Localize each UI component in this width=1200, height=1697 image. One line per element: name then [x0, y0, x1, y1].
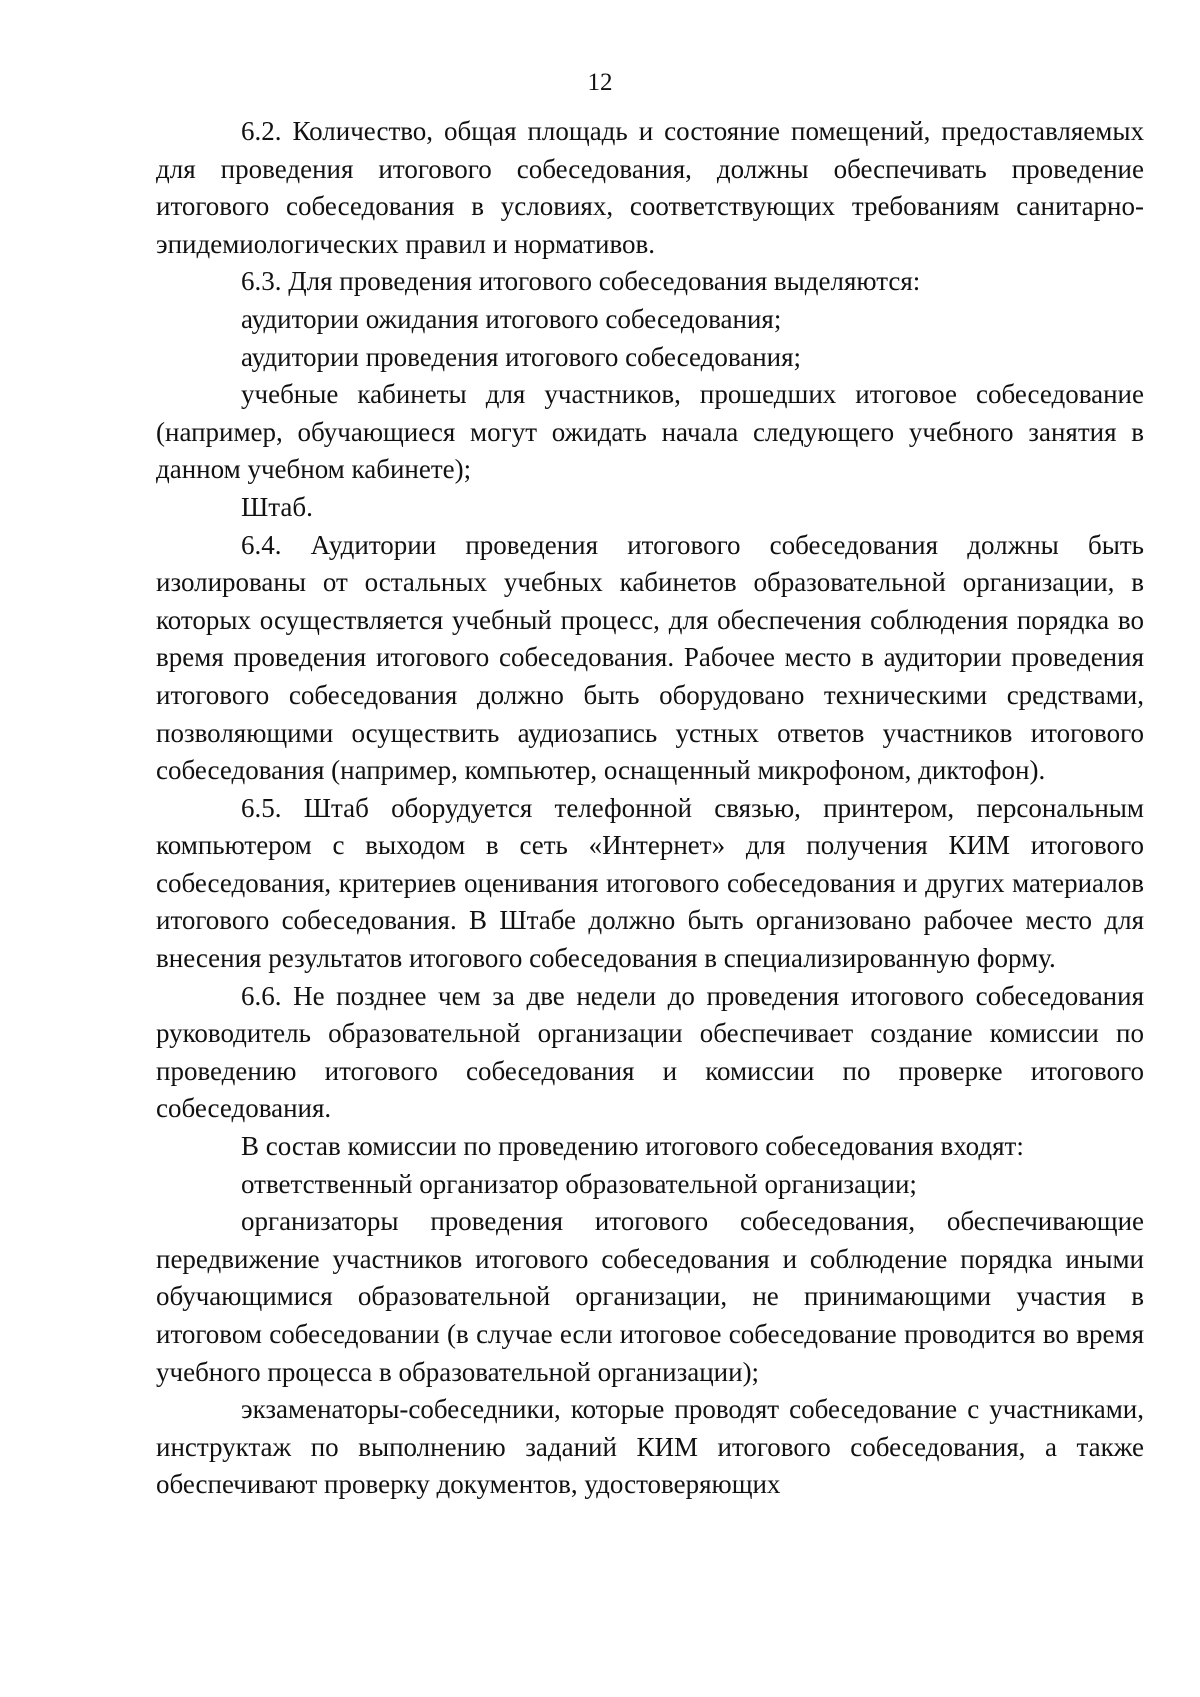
paragraph-6-3: 6.3. Для проведения итогового собеседования выделяются:: [241, 266, 921, 297]
list-item-headquarters: Штаб.: [241, 491, 313, 522]
page-number: 12: [587, 69, 613, 96]
paragraph-6-6: 6.6. Не позднее чем за две недели до проведения итогового собеседования руководитель образовательной организации обеспечивает создание комиссии по проведению итогового собеседования и комиссии по проверке итогового собеседования.: [156, 980, 1144, 1124]
paragraph-6-5: 6.5. Штаб оборудуется телефонной связью, принтером, персональным компьютером с выходом в сеть «Интернет» для получения КИМ итогового собеседования, критериев оценивания итогового собеседования и других материалов итогового собеседования. В Штабе должно быть организовано рабочее место для внесения результатов итогового собеседования в специализированную форму.: [156, 792, 1144, 974]
list-item-classrooms: учебные кабинеты для участников, прошедших итоговое собеседование (например, обучающиеся могут ожидать начала следующего учебного занятия в данном учебном кабинете);: [156, 379, 1144, 485]
list-item-organizers: организаторы проведения итогового собеседования, обеспечивающие передвижение участников итогового собеседования и соблюдение порядка иными обучающимися образовательной организации, не принимающими участия в итоговом собеседовании (в случае если итоговое собеседование проводится во время учебного процесса в образовательной организации);: [156, 1206, 1144, 1387]
paragraph-6-2: 6.2. Количество, общая площадь и состояние помещений, предоставляемых для проведения итогового собеседования, должны обеспечивать проведение итогового собеседования в условиях, соответствующих требованиям санитарно-эпидемиологических правил и нормативов.: [156, 116, 1144, 259]
list-item-exam-rooms: аудитории проведения итогового собеседования;: [241, 341, 802, 372]
paragraph-commission-composition: В состав комиссии по проведению итогового собеседования входят:: [241, 1131, 1024, 1162]
paragraph-6-4: 6.4. Аудитории проведения итогового собеседования должны быть изолированы от остальных учебных кабинетов образовательной организации, в которых осуществляется учебный процесс, для обеспечения соблюдения порядка во время проведения итогового собеседования. Рабочее место в аудитории проведения итогового собеседования должно быть оборудовано техническими средствами, позволяющими осуществить аудиозапись устных ответов участников итогового собеседования (например, компьютер, оснащенный микрофоном, диктофон).: [156, 529, 1144, 786]
list-item-responsible-organizer: ответственный организатор образовательной организации;: [241, 1168, 917, 1199]
list-item-examiners: экзаменаторы-собеседники, которые проводят собеседование с участниками, инструктаж по выполнению заданий КИМ итогового собеседования, а также обеспечивают проверку документов, удостоверяющих: [156, 1394, 1144, 1500]
document-body: [156, 113, 1144, 1504]
list-item-waiting-rooms: аудитории ожидания итогового собеседования;: [241, 303, 782, 334]
